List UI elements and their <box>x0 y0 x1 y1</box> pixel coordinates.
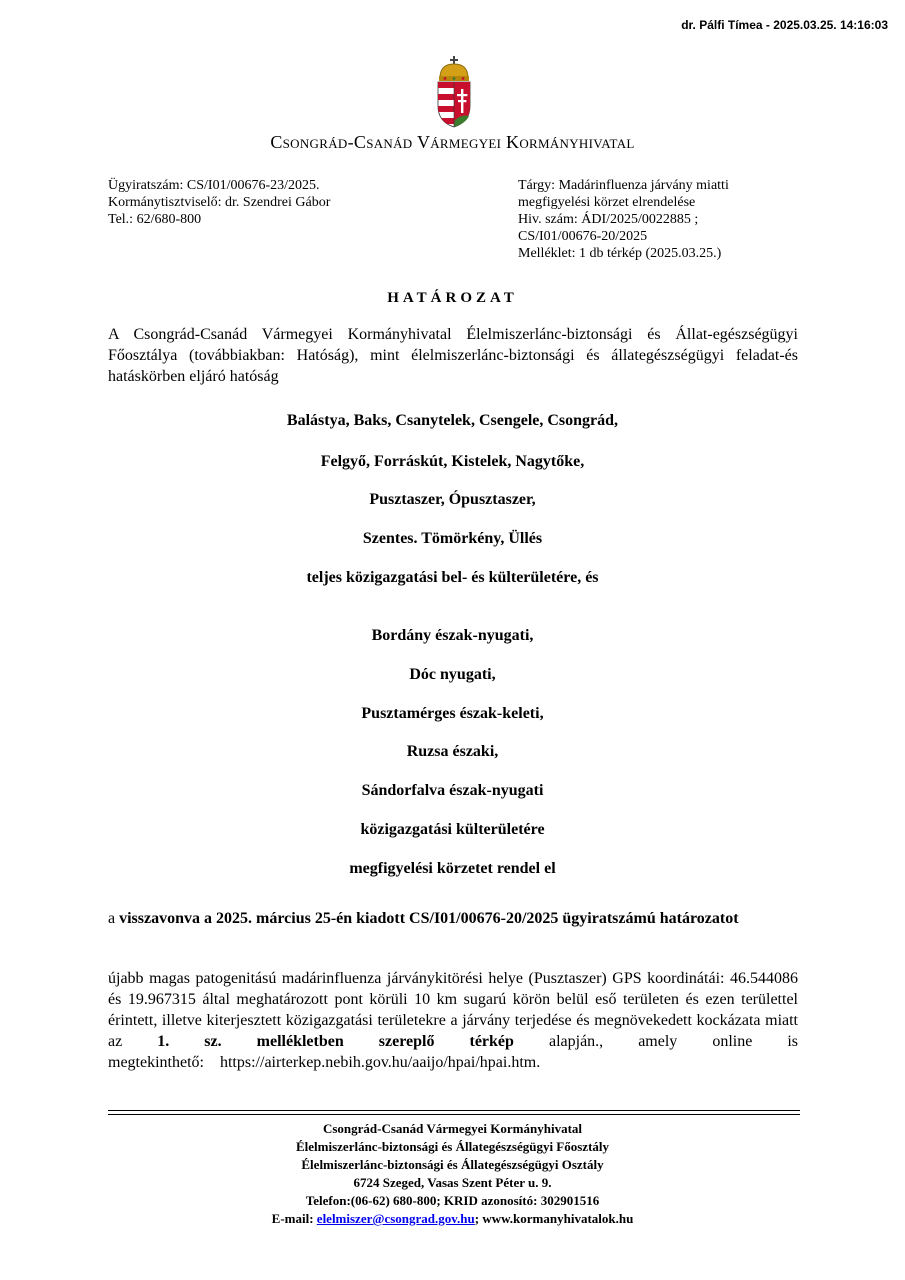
website: www.kormanyhivatalok.hu <box>482 1211 634 1226</box>
subject-line-1: Tárgy: Madárinfluenza járvány miatti <box>518 178 729 193</box>
footer-office: Csongrád-Csanád Vármegyei Kormányhivatal <box>322 1121 583 1136</box>
hungarian-coat-of-arms-icon <box>436 56 472 128</box>
case-officer: Kormánytisztviselő: dr. Szendrei Gábor <box>108 195 331 210</box>
basis-paragraph: újabb magas patogenitású madárinfluenza járványkitörési helye (Pusztaszer) GPS koordinátái: 46.544086 és 19.967315 által meghatározott pont körüli 10 km sugarú körön belül eső területen és ezen területtel érintett, illetve kiterjesztett közigazgatási területekre a járvány terjedése és megnövekedett kockázata miatt az 1. sz. mellékletben szereplő térkép alapján., amely online is megtekinthető: https://airterkep.nebih.gov.hu/aaijo/hpai/hpai.htm. <box>108 970 799 1071</box>
footer-phone: Telefon:(06-62) 680-800; KRID azonosító: 302901516 <box>305 1193 600 1208</box>
partial-settlement-line: Pusztamérges észak-keleti, <box>361 705 544 722</box>
office-title: Csongrád-Csanád Vármegyei Kormányhivatal <box>270 132 635 152</box>
full-area-text: teljes közigazgatási bel- és külterületére, és <box>306 569 599 586</box>
partial-settlement-line: Ruzsa északi, <box>406 743 499 760</box>
settlement-line: Felgyő, Forráskút, Kistelek, Nagytőke, <box>320 453 585 470</box>
settlement-line: Balástya, Baks, Csanytelek, Csengele, Csongrád, <box>286 412 619 429</box>
decision-text: megfigyelési körzetet rendel el <box>349 860 556 877</box>
settlement-line: Szentes. Tömörkény, Üllés <box>362 530 543 547</box>
email-link[interactable]: elelmiszer@csongrad.gov.hu <box>316 1211 475 1226</box>
footer-contact: E-mail: elelmiszer@csongrad.gov.hu; www.kormanyhivatalok.hu <box>271 1211 634 1226</box>
settlement-line: Pusztaszer, Ópusztaszer, <box>369 491 536 508</box>
reference-number-2: CS/I01/00676-20/2025 <box>518 229 648 244</box>
footer-department: Élelmiszerlánc-biztonsági és Állategészségügyi Főosztály <box>295 1139 610 1154</box>
map-url: https://airterkep.nebih.gov.hu/aaijo/hpai/hpai.htm. <box>219 1054 541 1071</box>
partial-settlement-line: Bordány észak-nyugati, <box>371 627 534 644</box>
revocation-paragraph: a visszavonva a 2025. március 25-én kiadott CS/I01/00676-20/2025 ügyiratszámú határozatot <box>108 910 739 927</box>
footer <box>0 1120 905 1228</box>
footer-address: 6724 Szeged, Vasas Szent Péter u. 9. <box>353 1175 552 1190</box>
subject-line-2: megfigyelési körzet elrendelése <box>518 195 696 210</box>
partial-area-text: közigazgatási külterületére <box>360 821 545 838</box>
reference-number: Hiv. szám: ÁDI/2025/0022885 ; <box>518 212 699 227</box>
case-metadata <box>108 177 330 228</box>
case-phone: Tel.: 62/680-800 <box>108 212 202 227</box>
partial-settlement-line: Dóc nyugati, <box>409 666 496 683</box>
partial-settlement-line: Sándorfalva észak-nyugati <box>361 782 544 799</box>
case-number: Ügyiratszám: CS/I01/00676-23/2025. <box>108 178 320 193</box>
subject-metadata <box>518 177 808 262</box>
footer-divider <box>108 1110 800 1115</box>
digital-signature: dr. Pálfi Tímea - 2025.03.25. 14:16:03 <box>681 18 888 32</box>
attachment-info: Melléklet: 1 db térkép (2025.03.25.) <box>518 246 722 261</box>
footer-unit: Élelmiszerlánc-biztonsági és Állategészségügyi Osztály <box>301 1157 604 1172</box>
intro-paragraph: A Csongrád-Csanád Vármegyei Kormányhivatal Élelmiszerlánc-biztonsági és Állat-egészségügyi Főosztálya (továbbiakban: Hatóság), mint élelmiszerlánc-biztonsági és állategészségügyi feladat-és hatáskörben eljáró hatóság <box>108 326 798 385</box>
document-title: HATÁROZAT <box>387 290 518 306</box>
